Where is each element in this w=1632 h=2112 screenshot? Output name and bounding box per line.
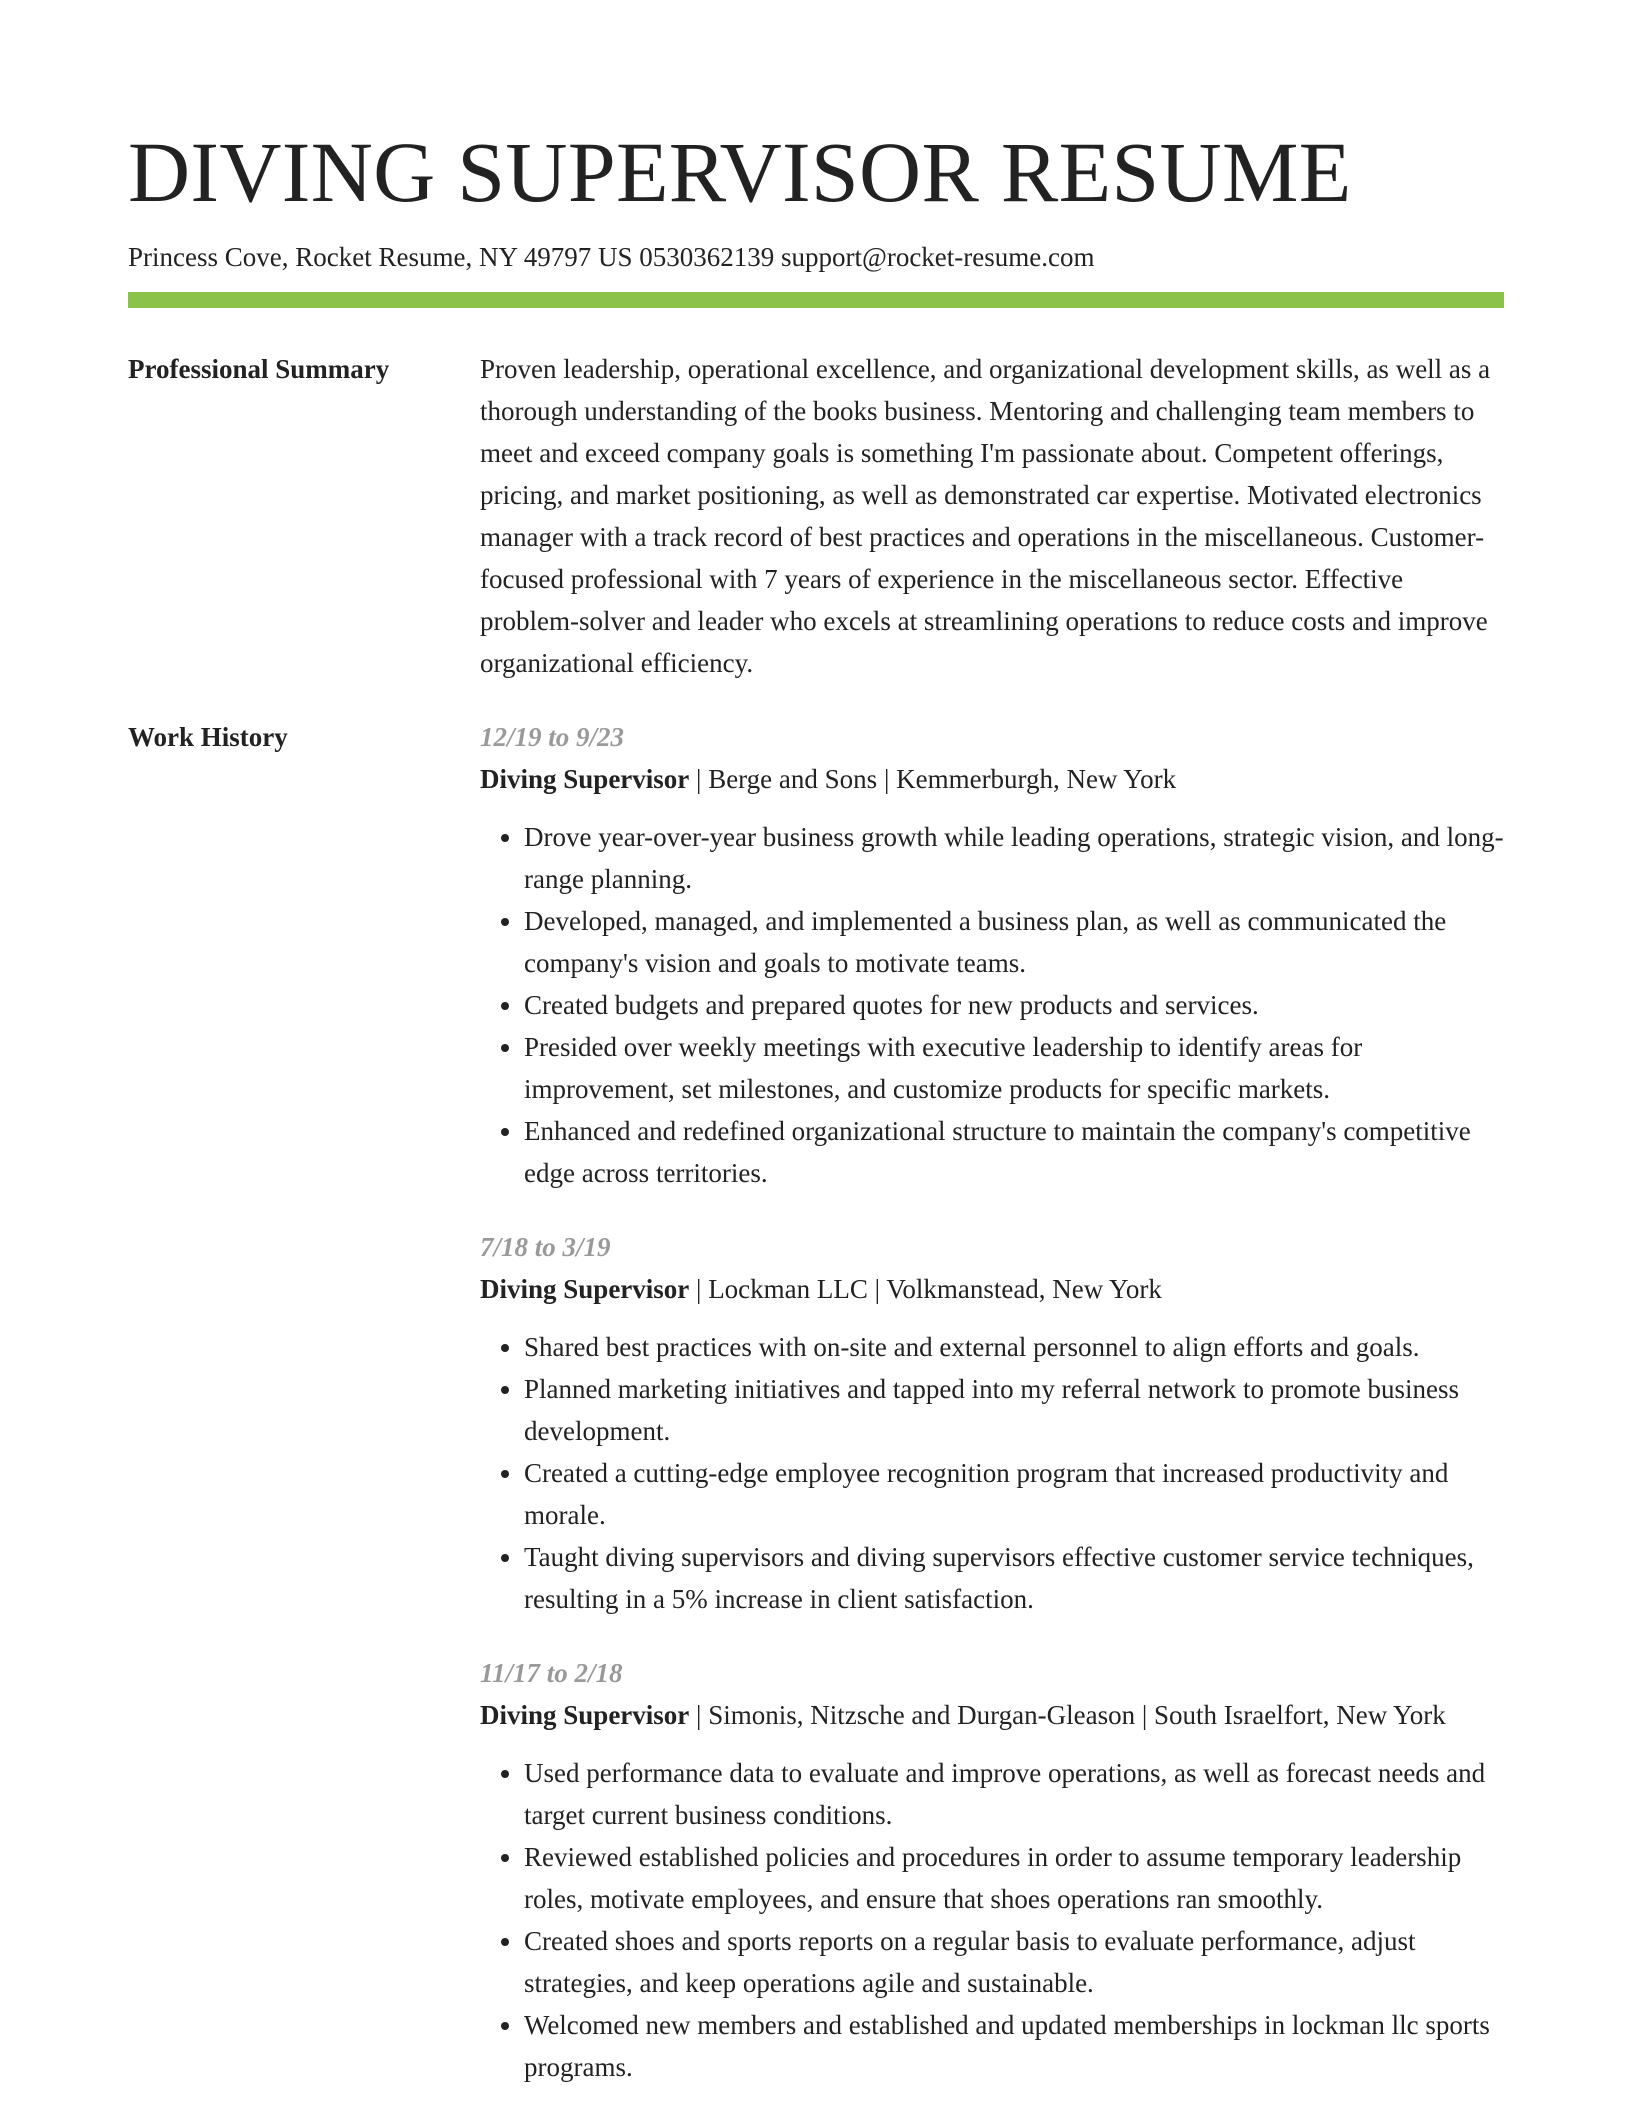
resume-title: DIVING SUPERVISOR RESUME xyxy=(128,124,1352,220)
job-title: Diving Supervisor xyxy=(480,764,690,794)
job-bullet: • Reviewed established policies and procedures in order to assume temporary leadership roles, motivate employees, and ensure that shoes operations ran smoothly. xyxy=(524,1836,1504,1920)
job-bullet: • Shared best practices with on-site and external personnel to align efforts and goals. xyxy=(524,1326,1504,1368)
job-bullet: • Presided over weekly meetings with executive leadership to identify areas for improvement, set milestones, and customize products for specific markets. xyxy=(524,1026,1504,1110)
contact-email: support@rocket-resume.com xyxy=(780,242,1095,272)
contact-phone: 0530362139 xyxy=(639,242,775,272)
job-bullet: • Created budgets and prepared quotes for new products and services. xyxy=(524,984,1504,1026)
job-separator: | xyxy=(689,1700,709,1730)
job-bullet-list xyxy=(480,1752,1504,2088)
work-history-section xyxy=(128,716,1504,2088)
summary-text: Proven leadership, operational excellence, and organizational development skills, as well as a thorough understanding of the books business. Mentoring and challenging team members to meet and exceed company goals is something I'm passionate about. Competent offerings, pricing, and market positioning, as well as demonstrated car expertise. Motivated electronics manager with a track record of best practices and operations in the miscellaneous. Customer-focused professional with 7 years of experience in the miscellaneous sector. Effective problem-solver and leader who excels at streamlining operations to reduce costs and improve organizational efficiency. xyxy=(480,354,1491,678)
section-label-work: Work History xyxy=(128,722,288,752)
job-separator: | xyxy=(1135,1700,1155,1730)
job-entry xyxy=(480,716,1504,1194)
header-divider xyxy=(128,292,1504,308)
job-location: Volkmanstead, New York xyxy=(886,1274,1162,1304)
job-entry xyxy=(480,1652,1504,2088)
job-company: Lockman LLC xyxy=(708,1274,868,1304)
job-separator: | xyxy=(867,1274,887,1304)
professional-summary-section xyxy=(128,348,1504,684)
job-bullet: • Created shoes and sports reports on a regular basis to evaluate performance, adjust strategies, and keep operations agile and sustainable. xyxy=(524,1920,1504,2004)
job-location: South Israelfort, New York xyxy=(1154,1700,1446,1730)
job-title: Diving Supervisor xyxy=(480,1274,690,1304)
job-company: Simonis, Nitzsche and Durgan-Gleason xyxy=(708,1700,1136,1730)
job-bullet: • Taught diving supervisors and diving supervisors effective customer service techniques, resulting in a 5% increase in client satisfaction. xyxy=(524,1536,1504,1620)
job-bullet: • Developed, managed, and implemented a business plan, as well as communicated the company's vision and goals to motivate teams. xyxy=(524,900,1504,984)
job-bullet: • Enhanced and redefined organizational structure to maintain the company's competitive edge across territories. xyxy=(524,1110,1504,1194)
job-bullet: • Welcomed new members and established and updated memberships in lockman llc sports programs. xyxy=(524,2004,1504,2088)
job-heading xyxy=(480,1268,1504,1310)
section-label-summary: Professional Summary xyxy=(128,354,390,384)
job-title: Diving Supervisor xyxy=(480,1700,690,1730)
job-dates: 11/17 to 2/18 xyxy=(480,1658,623,1688)
job-bullet: • Planned marketing initiatives and tapped into my referral network to promote business development. xyxy=(524,1368,1504,1452)
job-dates: 7/18 to 3/19 xyxy=(480,1232,611,1262)
job-company: Berge and Sons xyxy=(708,764,878,794)
contact-line xyxy=(128,240,1504,274)
job-entry xyxy=(480,1226,1504,1620)
job-bullet: • Created a cutting-edge employee recognition program that increased productivity and morale. xyxy=(524,1452,1504,1536)
job-heading xyxy=(480,758,1504,800)
job-bullet: • Used performance data to evaluate and improve operations, as well as forecast needs and target current business conditions. xyxy=(524,1752,1504,1836)
job-separator: | xyxy=(689,1274,709,1304)
work-history-body xyxy=(480,716,1504,2088)
contact-address: Princess Cove, Rocket Resume, NY 49797 US xyxy=(128,242,633,272)
job-bullet-list xyxy=(480,1326,1504,1620)
job-separator: | xyxy=(689,764,709,794)
job-heading xyxy=(480,1694,1504,1736)
job-dates: 12/19 to 9/23 xyxy=(480,722,625,752)
job-bullet: • Drove year-over-year business growth while leading operations, strategic vision, and long-range planning. xyxy=(524,816,1504,900)
job-separator: | xyxy=(877,764,897,794)
summary-body xyxy=(480,348,1504,684)
job-location: Kemmerburgh, New York xyxy=(896,764,1177,794)
job-bullet-list xyxy=(480,816,1504,1194)
